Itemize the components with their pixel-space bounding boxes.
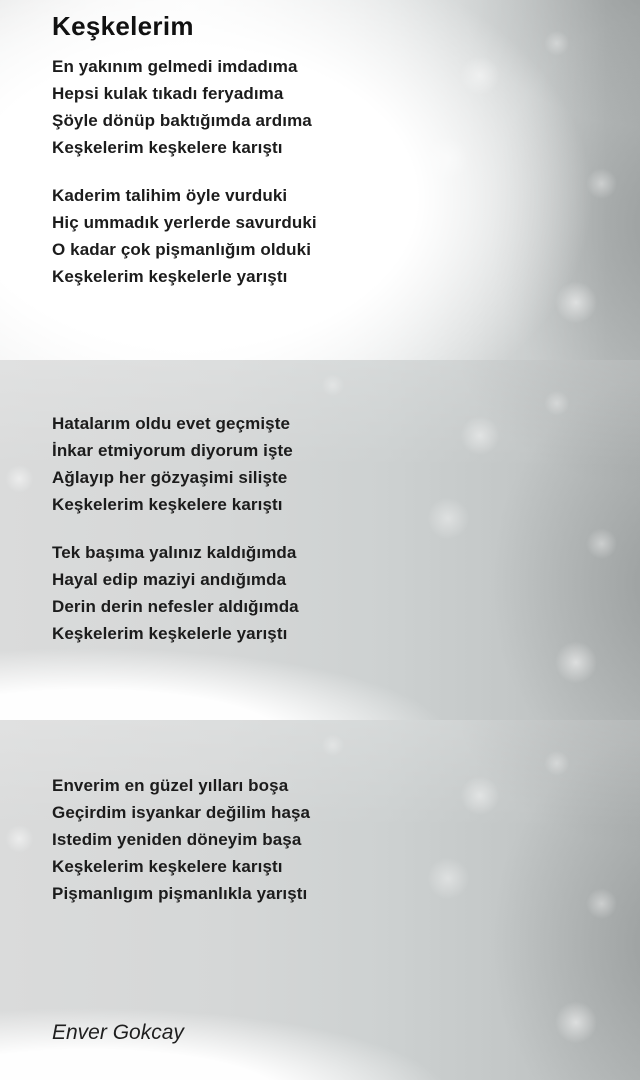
stanza-1 bbox=[52, 53, 640, 161]
poem-line: Şöyle dönüp baktığımda ardıma bbox=[52, 111, 312, 130]
poem-line: Keşkelerim keşkelerle yarıştı bbox=[52, 267, 288, 286]
poem-line: Hayal edip maziyi andığımda bbox=[52, 570, 287, 589]
poem-line: Hatalarım oldu evet geçmişte bbox=[52, 414, 291, 433]
poem-page-2 bbox=[0, 360, 640, 720]
stanza-4 bbox=[52, 539, 640, 647]
poem-line: İnkar etmiyorum diyorum işte bbox=[52, 441, 293, 460]
poem-line: Istedim yeniden döneyim başa bbox=[52, 830, 302, 849]
poem-line: Derin derin nefesler aldığımda bbox=[52, 597, 299, 616]
poem-line: Hepsi kulak tıkadı feryadıma bbox=[52, 84, 284, 103]
poem-line: Tek başıma yalınız kaldığımda bbox=[52, 543, 297, 562]
poem-page-3 bbox=[0, 720, 640, 1080]
poem-line: Pişmanlıgım pişmanlıkla yarıştı bbox=[52, 884, 308, 903]
poem-title: Keşkelerim bbox=[52, 11, 194, 41]
poem-line: Keşkelerim keşkelere karıştı bbox=[52, 495, 283, 514]
poem-line: Keşkelerim keşkelerle yarıştı bbox=[52, 624, 288, 643]
poem-author-signature: Enver Gokcay bbox=[52, 1021, 184, 1044]
stanza-2 bbox=[52, 182, 640, 290]
poem-line: Geçirdim isyankar değilim haşa bbox=[52, 803, 311, 822]
poem-line: Keşkelerim keşkelere karıştı bbox=[52, 138, 283, 157]
stanza-5 bbox=[52, 720, 640, 907]
poem-line: Enverim en güzel yılları boşa bbox=[52, 776, 289, 795]
poem-line: Keşkelerim keşkelere karıştı bbox=[52, 857, 283, 876]
poem-line: Hiç ummadık yerlerde savurduki bbox=[52, 213, 317, 232]
poem-line: Kaderim talihim öyle vurduki bbox=[52, 186, 288, 205]
poem-line: En yakınım gelmedi imdadıma bbox=[52, 57, 298, 76]
poem-line: Ağlayıp her gözyaşimi silişte bbox=[52, 468, 288, 487]
poem-page-1 bbox=[0, 0, 640, 360]
stanza-3 bbox=[52, 360, 640, 518]
poem-line: O kadar çok pişmanlığım olduki bbox=[52, 240, 312, 259]
